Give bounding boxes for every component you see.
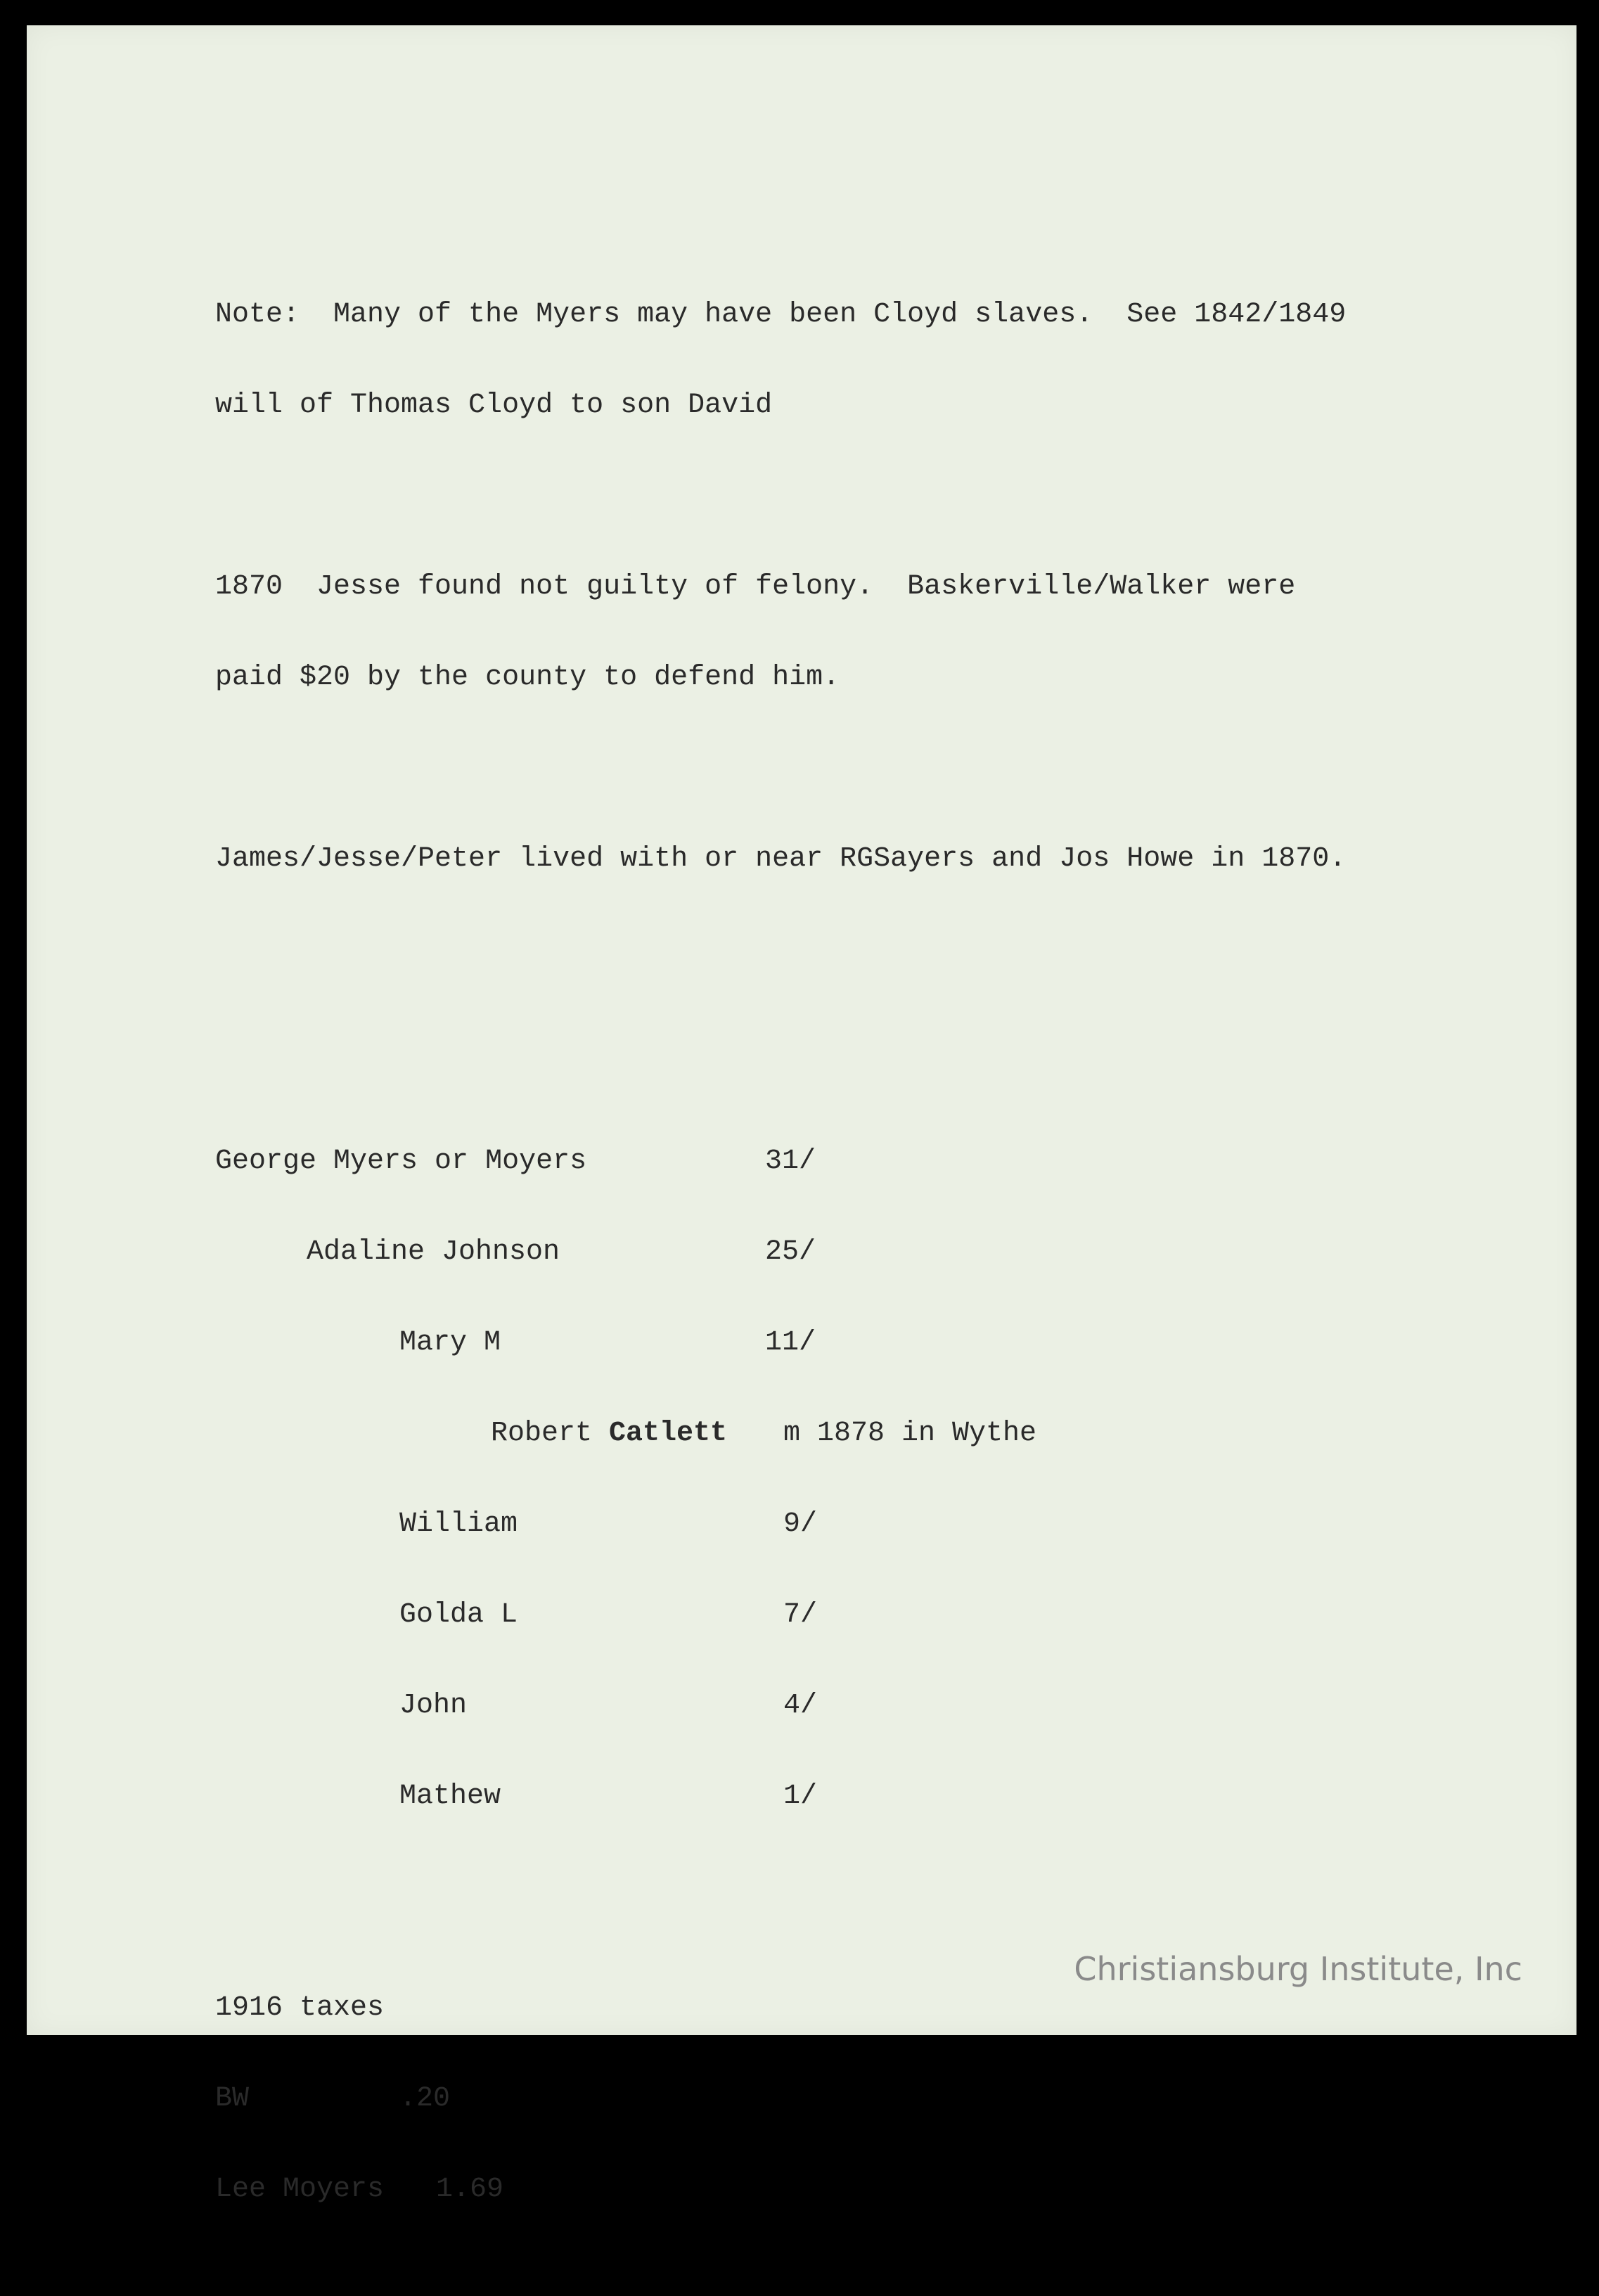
- case-line-1: 1870 Jesse found not guilty of felony. Baskerville/Walker were: [215, 571, 1296, 603]
- household-name: Mary M: [399, 1327, 501, 1359]
- household-row: [215, 1237, 1346, 1267]
- household-row: [215, 1418, 1346, 1449]
- household-value: 1/: [783, 1781, 818, 1812]
- household-value: 25/: [765, 1236, 816, 1268]
- household-value: m 1878 in Wythe: [783, 1418, 1037, 1449]
- household-name: [491, 1418, 727, 1449]
- taxes-heading: 1916 taxes: [215, 1992, 385, 2024]
- document-text: [215, 239, 1346, 2235]
- household-value: 9/: [783, 1508, 818, 1540]
- household-name-surname: Catlett: [609, 1418, 728, 1449]
- household-value: 31/: [765, 1146, 816, 1177]
- household-value: 11/: [765, 1327, 816, 1359]
- household-row: [215, 1328, 1346, 1358]
- tax-name: BW: [215, 2083, 250, 2115]
- watermark: Christiansburg Institute, Inc: [1074, 1950, 1522, 1988]
- household-row: [215, 1781, 1346, 1811]
- tax-row: [215, 2084, 1346, 2114]
- household-name: John: [399, 1690, 468, 1721]
- tax-value: 1.69: [436, 2174, 504, 2205]
- household-name: Adaline Johnson: [307, 1236, 560, 1268]
- tax-name: Lee Moyers: [215, 2174, 385, 2205]
- tax-row: [215, 2174, 1346, 2205]
- household-name: William: [399, 1508, 518, 1540]
- residence-line: James/Jesse/Peter lived with or near RGSayers and Jos Howe in 1870.: [215, 843, 1347, 875]
- household-name: Golda L: [399, 1599, 518, 1631]
- household-row: [215, 1509, 1346, 1539]
- household-row: [215, 1600, 1346, 1630]
- household-value: 4/: [783, 1690, 818, 1721]
- household-value: 7/: [783, 1599, 818, 1631]
- note-line-2: will of Thomas Cloyd to son David: [215, 390, 773, 421]
- note-line-1: Note: Many of the Myers may have been Cloyd slaves. See 1842/1849: [215, 299, 1347, 331]
- household-row: [215, 1691, 1346, 1721]
- household-name: George Myers or Moyers: [215, 1146, 587, 1177]
- household-row: [215, 1146, 1346, 1176]
- household-name-prefix: Robert: [491, 1418, 610, 1449]
- tax-value: .20: [399, 2083, 451, 2115]
- case-line-2: paid $20 by the county to defend him.: [215, 662, 840, 693]
- household-name: Mathew: [399, 1781, 501, 1812]
